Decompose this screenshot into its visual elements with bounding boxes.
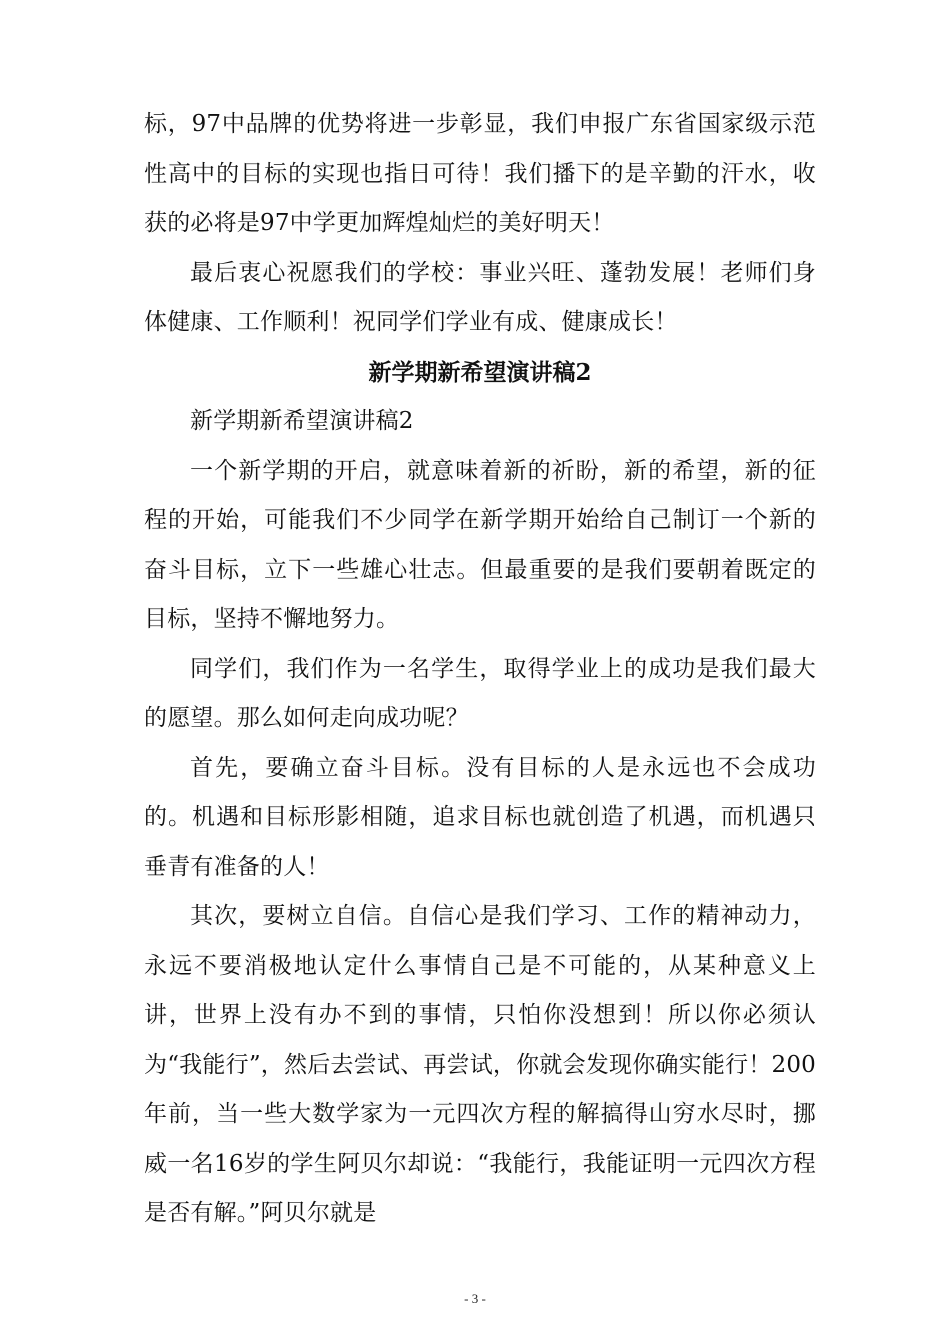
paragraph-new-semester: 一个新学期的开启，就意味着新的祈盼，新的希望，新的征程的开始，可能我们不少同学在新学期开始给自己制订一个新的奋斗目标，立下一些雄心壮志。但最重要的是我们要朝着既定的目标，坚持不懈地努力。 bbox=[144, 457, 816, 632]
section-heading: 新学期新希望演讲稿2 bbox=[368, 358, 592, 386]
paragraph-students: 同学们，我们作为一名学生，取得学业上的成功是我们最大的愿望。那么如何走向成功呢？ bbox=[144, 655, 816, 731]
paragraph-confidence: 其次，要树立自信。自信心是我们学习、工作的精神动力，永远不要消极地认定什么事情自己是不可能的，从某种意义上讲，世界上没有办不到的事情，只怕你没想到！所以你必须认为“我能行”，然后去尝试、再尝试，你就会发现你确实能行！200年前，当一些大数学家为一元四次方程的解搞得山穷水尽时，挪威一名16岁的学生阿贝尔却说：“我能行，我能证明一元四次方程是否有解。”阿贝尔就是 bbox=[144, 903, 816, 1226]
paragraph-goal: 首先，要确立奋斗目标。没有目标的人是永远也不会成功的。机遇和目标形影相随，追求目标也就创造了机遇，而机遇只垂青有准备的人！ bbox=[144, 754, 816, 880]
paragraph-continued: 标，97中品牌的优势将进一步彰显，我们申报广东省国家级示范性高中的目标的实现也指日可待！我们播下的是辛勤的汗水，收获的必将是97中学更加辉煌灿烂的美好明天！ bbox=[144, 111, 816, 236]
document-page bbox=[144, 100, 816, 1239]
page-number: - 3 - bbox=[464, 1291, 486, 1306]
paragraph-wishes: 最后衷心祝愿我们的学校：事业兴旺、蓬勃发展！老师们身体健康、工作顺利！祝同学们学业有成、健康成长！ bbox=[144, 259, 816, 335]
paragraph-subtitle: 新学期新希望演讲稿2 bbox=[190, 408, 414, 434]
